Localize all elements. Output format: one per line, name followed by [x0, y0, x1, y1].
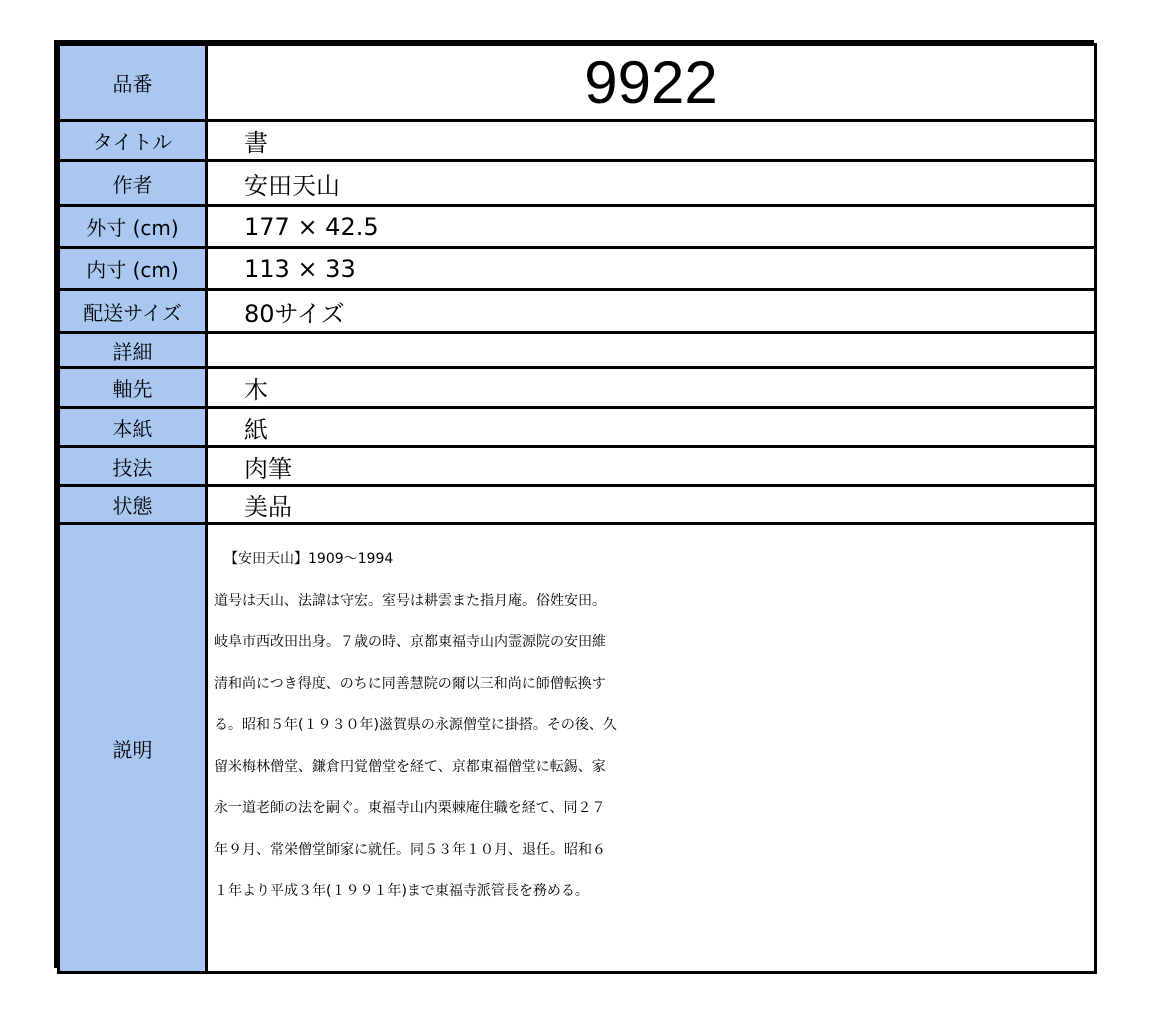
- technique-label: 技法: [59, 447, 207, 486]
- description-line: 道号は天山、法諱は守宏。室号は耕雲また指月庵。俗姓安田。: [214, 592, 606, 609]
- description-line: る。昭和５年(１９３０年)滋賀県の永源僧堂に掛搭。その後、久: [214, 717, 617, 733]
- row-technique: [59, 447, 1096, 486]
- roller-end-value: 木: [207, 368, 1096, 408]
- description-line: 年９月、常栄僧堂師家に就任。同５３年１０月、退任。昭和６: [214, 841, 606, 858]
- base-paper-label: 本紙: [59, 408, 207, 447]
- description-line: 岐阜市西改田出身。７歳の時、京都東福寺山内霊源院の安田維: [214, 634, 606, 650]
- row-base-paper: [59, 408, 1096, 447]
- product-info-table: [57, 43, 1097, 974]
- row-outer-size: [59, 206, 1096, 248]
- details-label: 詳細: [59, 333, 207, 368]
- title-label: タイトル: [59, 121, 207, 161]
- row-details: [59, 333, 1096, 368]
- row-roller-end: [59, 368, 1096, 408]
- description-line: １年より平成３年(１９９１年)まで東福寺派管長を務める。: [214, 883, 589, 899]
- description-value: [207, 524, 1096, 973]
- outer-size-value: 177 × 42.5: [207, 206, 1096, 248]
- details-value: [207, 333, 1096, 368]
- description-line: 永一道老師の法を嗣ぐ。東福寺山内栗棘庵住職を経て、同２７: [214, 800, 606, 816]
- author-label: 作者: [59, 161, 207, 206]
- description-label: 説明: [59, 524, 207, 973]
- item-number-value: 9922: [207, 45, 1096, 121]
- row-title: [59, 121, 1096, 161]
- technique-value: 肉筆: [207, 447, 1096, 486]
- inner-size-value: 113 × 33: [207, 248, 1096, 290]
- row-item-number: [59, 45, 1096, 121]
- description-heading: 【安田天山】1909〜1994: [224, 551, 394, 567]
- row-author: [59, 161, 1096, 206]
- row-shipping-size: [59, 290, 1096, 333]
- condition-label: 状態: [59, 486, 207, 524]
- description-line: 清和尚につき得度、のちに同善慧院の爾以三和尚に師僧転換す: [214, 675, 606, 692]
- description-line: 留米梅林僧堂、鎌倉円覚僧堂を経て、京都東福僧堂に転錫、家: [214, 758, 606, 775]
- author-value: 安田天山: [207, 161, 1096, 206]
- base-paper-value: 紙: [207, 408, 1096, 447]
- row-inner-size: [59, 248, 1096, 290]
- inner-size-label: 内寸 (cm): [59, 248, 207, 290]
- roller-end-label: 軸先: [59, 368, 207, 408]
- shipping-size-value: 80サイズ: [207, 290, 1096, 333]
- outer-size-label: 外寸 (cm): [59, 206, 207, 248]
- item-number-label: 品番: [59, 45, 207, 121]
- product-info-sheet: [54, 40, 1094, 968]
- title-value: 書: [207, 121, 1096, 161]
- row-condition: [59, 486, 1096, 524]
- row-description: [59, 524, 1096, 973]
- condition-value: 美品: [207, 486, 1096, 524]
- shipping-size-label: 配送サイズ: [59, 290, 207, 333]
